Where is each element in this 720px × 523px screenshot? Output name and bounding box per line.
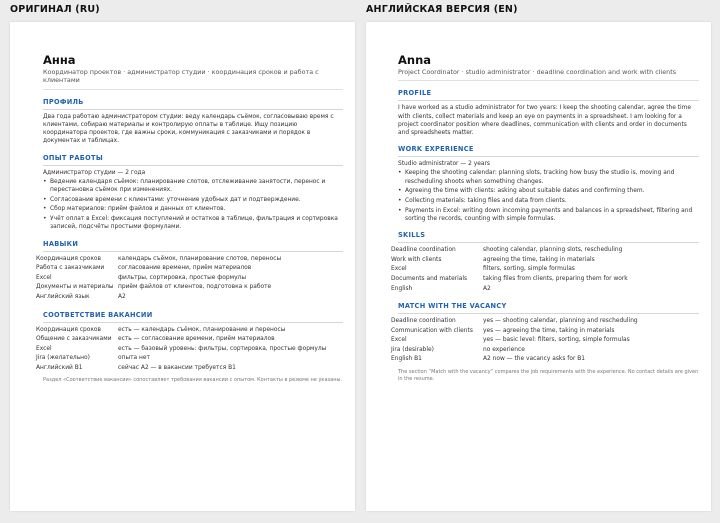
- profile-section: [398, 89, 699, 137]
- section-title: WORK EXPERIENCE: [398, 145, 699, 157]
- section-title: SKILLS: [398, 231, 699, 243]
- profile-section: [43, 98, 343, 146]
- section-title: PROFILE: [398, 89, 699, 101]
- requirement-name: Excel: [391, 337, 407, 344]
- requirement-match: no experience: [483, 346, 525, 353]
- skill-name: Documents and materials: [391, 275, 468, 282]
- list-item: • Keeping the shooting calendar: planning slots, tracking how busy the studio is, moving and rescheduling shoots when something changes.: [398, 169, 699, 185]
- list-item: • Payments in Excel: writing down incoming payments and balances in a spreadsheet, filtering and sorting the records, counting with simple formulas.: [398, 207, 699, 223]
- skill-detail: taking files from clients, preparing them for work: [483, 275, 628, 282]
- requirement-match: опыта нет: [118, 355, 150, 362]
- experience-bullets: [43, 178, 343, 232]
- requirement-match: A2 now — the vacancy asks for B1: [483, 356, 586, 363]
- table-row: [391, 317, 692, 327]
- skill-detail: календарь съёмок, планирование слотов, переносы: [118, 255, 282, 262]
- skill-name: Excel: [36, 274, 52, 281]
- skill-name: Координация сроков: [36, 255, 101, 262]
- section-title: ПРОФИЛЬ: [43, 98, 343, 110]
- skill-detail: shooting calendar, planning slots, rescheduling: [483, 247, 623, 254]
- requirement-name: Общение с заказчиками: [36, 336, 112, 343]
- table-row: [36, 264, 336, 274]
- job-title: Studio administrator — 2 years: [398, 161, 490, 168]
- requirement-match: yes — basic level: filters, sorting, simple formulas: [483, 337, 630, 344]
- skill-detail: приём файлов от клиентов, подготовка к работе: [118, 284, 272, 291]
- list-item: • Согласование времени с клиентами: уточнение удобных дат и подтверждение.: [43, 196, 343, 204]
- list-item: • Agreeing the time with clients: asking about suitable dates and confirming them.: [398, 187, 699, 195]
- section-title: ОПЫТ РАБОТЫ: [43, 154, 343, 166]
- skill-name: Work with clients: [391, 256, 442, 263]
- requirement-name: Координация сроков: [36, 326, 101, 333]
- requirement-match: есть — календарь съёмок, планирование и переносы: [118, 326, 286, 333]
- requirement-name: Английский B1: [36, 364, 83, 371]
- table-row: [391, 285, 692, 295]
- skill-name: Работа с заказчиками: [36, 265, 105, 272]
- skill-detail: A2: [118, 293, 126, 300]
- experience-section: [43, 154, 343, 232]
- candidate-name: Анна: [43, 53, 76, 67]
- candidate-name: Anna: [398, 53, 432, 67]
- requirement-match: есть — согласование времени, приём материалов: [118, 336, 275, 343]
- candidate-subtitle: Координатор проектов · администратор студии · координация сроков и работа с клиентами: [43, 68, 343, 90]
- skill-detail: согласование времени, приём материалов: [118, 265, 252, 272]
- requirement-name: English B1: [391, 356, 422, 363]
- experience-section: [398, 145, 699, 223]
- table-row: [391, 346, 692, 356]
- table-row: [391, 246, 692, 256]
- skills-table: [391, 246, 692, 294]
- skill-detail: A2: [483, 285, 491, 292]
- table-row: [391, 265, 692, 275]
- table-row: [36, 345, 336, 355]
- table-row: [36, 335, 336, 345]
- skills-section: [391, 231, 699, 294]
- table-row: [36, 255, 336, 265]
- section-title: СООТВЕТСТВИЕ ВАКАНСИИ: [43, 311, 343, 323]
- requirement-match: yes — shooting calendar, planning and rescheduling: [483, 318, 638, 325]
- skill-name: Deadline coordination: [391, 247, 456, 254]
- requirement-match: yes — agreeing the time, taking in materials: [483, 327, 615, 334]
- match-table: [391, 317, 692, 365]
- table-row: [36, 283, 336, 293]
- table-row: [391, 327, 692, 337]
- table-row: [391, 256, 692, 266]
- match-table: [36, 326, 336, 374]
- table-row: [391, 355, 692, 365]
- skill-detail: agreeing the time, taking in materials: [483, 256, 595, 263]
- job-title: Администратор студии — 2 года: [43, 169, 146, 176]
- requirement-match: есть — базовый уровень: фильтры, сортировка, простые формулы: [118, 345, 327, 352]
- list-item: • Учёт оплат в Excel: фиксация поступлений и остатков в таблице, фильтрация и сортировка записей, подсчёты простыми формулами.: [43, 215, 343, 231]
- skills-table: [36, 255, 336, 303]
- skill-name: Английский язык: [36, 293, 90, 300]
- original-column-title: ОРИГИНАЛ (RU): [10, 4, 100, 15]
- table-row: [36, 274, 336, 284]
- match-section: [36, 310, 343, 385]
- english-column-title: АНГЛИЙСКАЯ ВЕРСИЯ (EN): [366, 4, 518, 15]
- requirement-match: сейчас A2 — в вакансии требуется B1: [118, 364, 236, 371]
- footnote: The section “Match with the vacancy” compares the job requirements with the experience. No contact details are given in the resume.: [398, 369, 699, 382]
- table-row: [391, 275, 692, 285]
- profile-text: Два года работаю администратором студии: веду календарь съёмок, согласовываю время с клиентами, собираю материалы и контролирую оплаты в таблице. Ищу позицию координатора проектов, где важны сроки, коммуникация с заказчиками и порядок в документах и таблицах.: [43, 113, 334, 145]
- footnote: Раздел «Соответствие вакансии» сопоставляет требования вакансии с опытом. Контакты в резюме не указаны.: [43, 377, 343, 384]
- match-section: [391, 302, 699, 383]
- skills-section: [36, 239, 343, 303]
- skill-detail: filters, sorting, simple formulas: [483, 266, 575, 273]
- requirement-name: Communication with clients: [391, 327, 473, 334]
- table-row: [36, 364, 336, 374]
- section-title: НАВЫКИ: [43, 240, 343, 252]
- requirement-name: Jira (желательно): [36, 355, 90, 362]
- list-item: • Сбор материалов: приём файлов и данных от клиентов.: [43, 205, 343, 213]
- skill-detail: фильтры, сортировка, простые формулы: [118, 274, 246, 281]
- requirement-name: Excel: [36, 345, 52, 352]
- requirement-name: Deadline coordination: [391, 318, 456, 325]
- skill-name: Excel: [391, 266, 407, 273]
- requirement-name: Jira (desirable): [391, 346, 434, 353]
- candidate-subtitle: Project Coordinator · studio administrator · deadline coordination and work with clients: [398, 68, 699, 81]
- experience-bullets: [398, 169, 699, 223]
- profile-text: I have worked as a studio administrator for two years: I keep the shooting calendar, agree the time with clients, collect materials and keep an eye on payments in a spreadsheet. I am looking for a project coordinator position where deadlines, communication with clients and order in documents and spreadsheets matter.: [398, 105, 692, 137]
- skill-name: Документы и материалы: [36, 284, 114, 291]
- skill-name: English: [391, 285, 413, 292]
- resume-page-ru: [10, 22, 355, 511]
- table-row: [36, 293, 336, 303]
- table-row: [36, 354, 336, 364]
- list-item: • Collecting materials: taking files and data from clients.: [398, 197, 699, 205]
- resume-page-en: [366, 22, 711, 511]
- table-row: [391, 336, 692, 346]
- section-title: MATCH WITH THE VACANCY: [398, 302, 699, 314]
- table-row: [36, 326, 336, 336]
- list-item: • Ведение календаря съёмок: планирование слотов, отслеживание занятости, перенос и перестановка съёмок при изменениях.: [43, 178, 343, 194]
